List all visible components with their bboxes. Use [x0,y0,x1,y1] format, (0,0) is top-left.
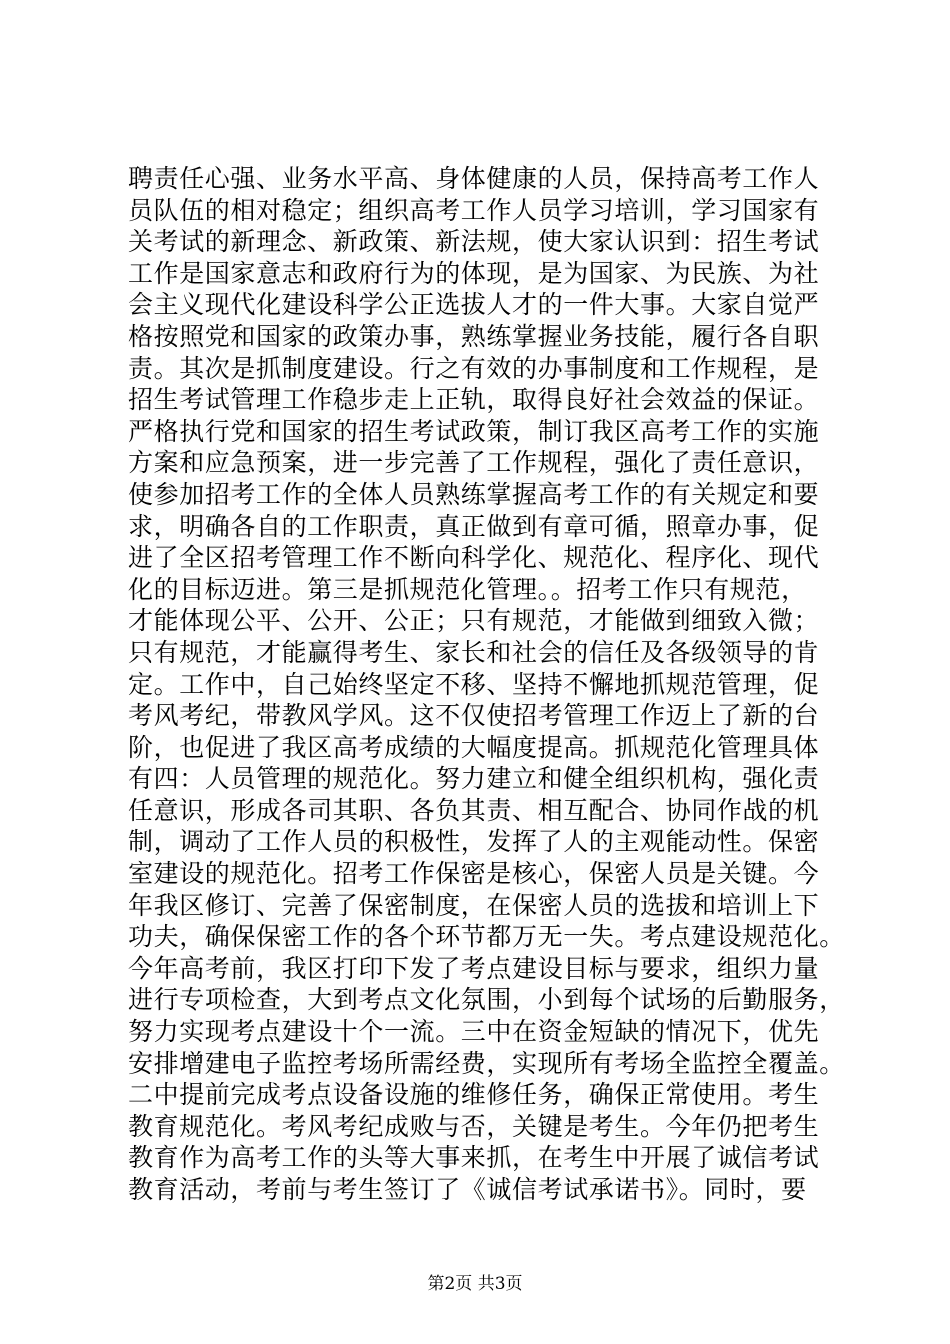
text-line: 今年高考前，我区打印下发了考点建设目标与要求，组织力量 [128,953,820,983]
text-line: 室建设的规范化。招考工作保密是核心，保密人员是关键。今 [128,859,820,889]
text-line: 招生考试管理工作稳步走上正轨，取得良好社会效益的保证。 [128,385,820,415]
text-line: 进行专项检查，大到考点文化氛围，小到每个试场的后勤服务， [128,985,845,1015]
text-line: 方案和应急预案，进一步完善了工作规程，强化了责任意识， [128,448,820,478]
text-line: 教育规范化。考风考纪成败与否，关键是考生。今年仍把考生 [128,1111,820,1141]
text-line: 考风考纪，带教风学风。这不仅使招考管理工作迈上了新的台 [128,701,820,731]
text-line: 教育作为高考工作的头等大事来抓，在考生中开展了诚信考试 [128,1143,820,1173]
text-line: 安排增建电子监控考场所需经费，实现所有考场全监控全覆盖。 [128,1048,845,1078]
text-line: 年我区修订、完善了保密制度，在保密人员的选拔和培训上下 [128,890,820,920]
text-line: 任意识，形成各司其职、各负其责、相互配合、协同作战的机 [128,795,820,825]
text-line: 化的目标迈进。第三是抓规范化管理。。招考工作只有规范， [128,574,807,604]
text-line: 关考试的新理念、新政策、新法规，使大家认识到：招生考试 [128,227,820,257]
text-line: 会主义现代化建设科学公正选拔人才的一件大事。大家自觉严 [128,290,820,320]
text-line: 工作是国家意志和政府行为的体现，是为国家、为民族、为社 [128,258,820,288]
text-line: 严格执行党和国家的招生考试政策，制订我区高考工作的实施 [128,416,820,446]
text-line: 制，调动了工作人员的积极性，发挥了人的主观能动性。保密 [128,827,820,857]
text-line: 定。工作中，自己始终坚定不移、坚持不懈地抓规范管理，促 [128,669,820,699]
text-line: 责。其次是抓制度建设。行之有效的办事制度和工作规程，是 [128,353,820,383]
text-line: 员队伍的相对稳定；组织高考工作人员学习培训，学习国家有 [128,195,820,225]
text-line: 努力实现考点建设十个一流。三中在资金短缺的情况下，优先 [128,1017,820,1047]
text-line: 使参加招考工作的全体人员熟练掌握高考工作的有关规定和要 [128,479,820,509]
text-line: 阶，也促进了我区高考成绩的大幅度提高。抓规范化管理具体 [128,732,820,762]
text-line: 进了全区招考管理工作不断向科学化、规范化、程序化、现代 [128,543,820,573]
text-line: 才能体现公平、公开、公正；只有规范，才能做到细致入微； [128,606,820,636]
text-line: 求，明确各自的工作职责，真正做到有章可循，照章办事，促 [128,511,820,541]
text-line: 有四：人员管理的规范化。努力建立和健全组织机构，强化责 [128,764,820,794]
text-line: 教育活动，考前与考生签订了《诚信考试承诺书》。同时，要 [128,1175,807,1204]
body-text [128,163,848,1206]
text-line: 聘责任心强、业务水平高、身体健康的人员，保持高考工作人 [128,164,820,193]
text-line: 二中提前完成考点设备设施的维修任务，确保正常使用。考生 [128,1080,820,1110]
text-line: 只有规范，才能赢得考生、家长和社会的信任及各级领导的肯 [128,637,820,667]
text-line: 格按照党和国家的政策办事，熟练掌握业务技能，履行各自职 [128,321,820,351]
page-footer: 第2页 共3页 [427,1274,523,1294]
text-line: 功夫，确保保密工作的各个环节都万无一失。考点建设规范化。 [128,922,845,952]
